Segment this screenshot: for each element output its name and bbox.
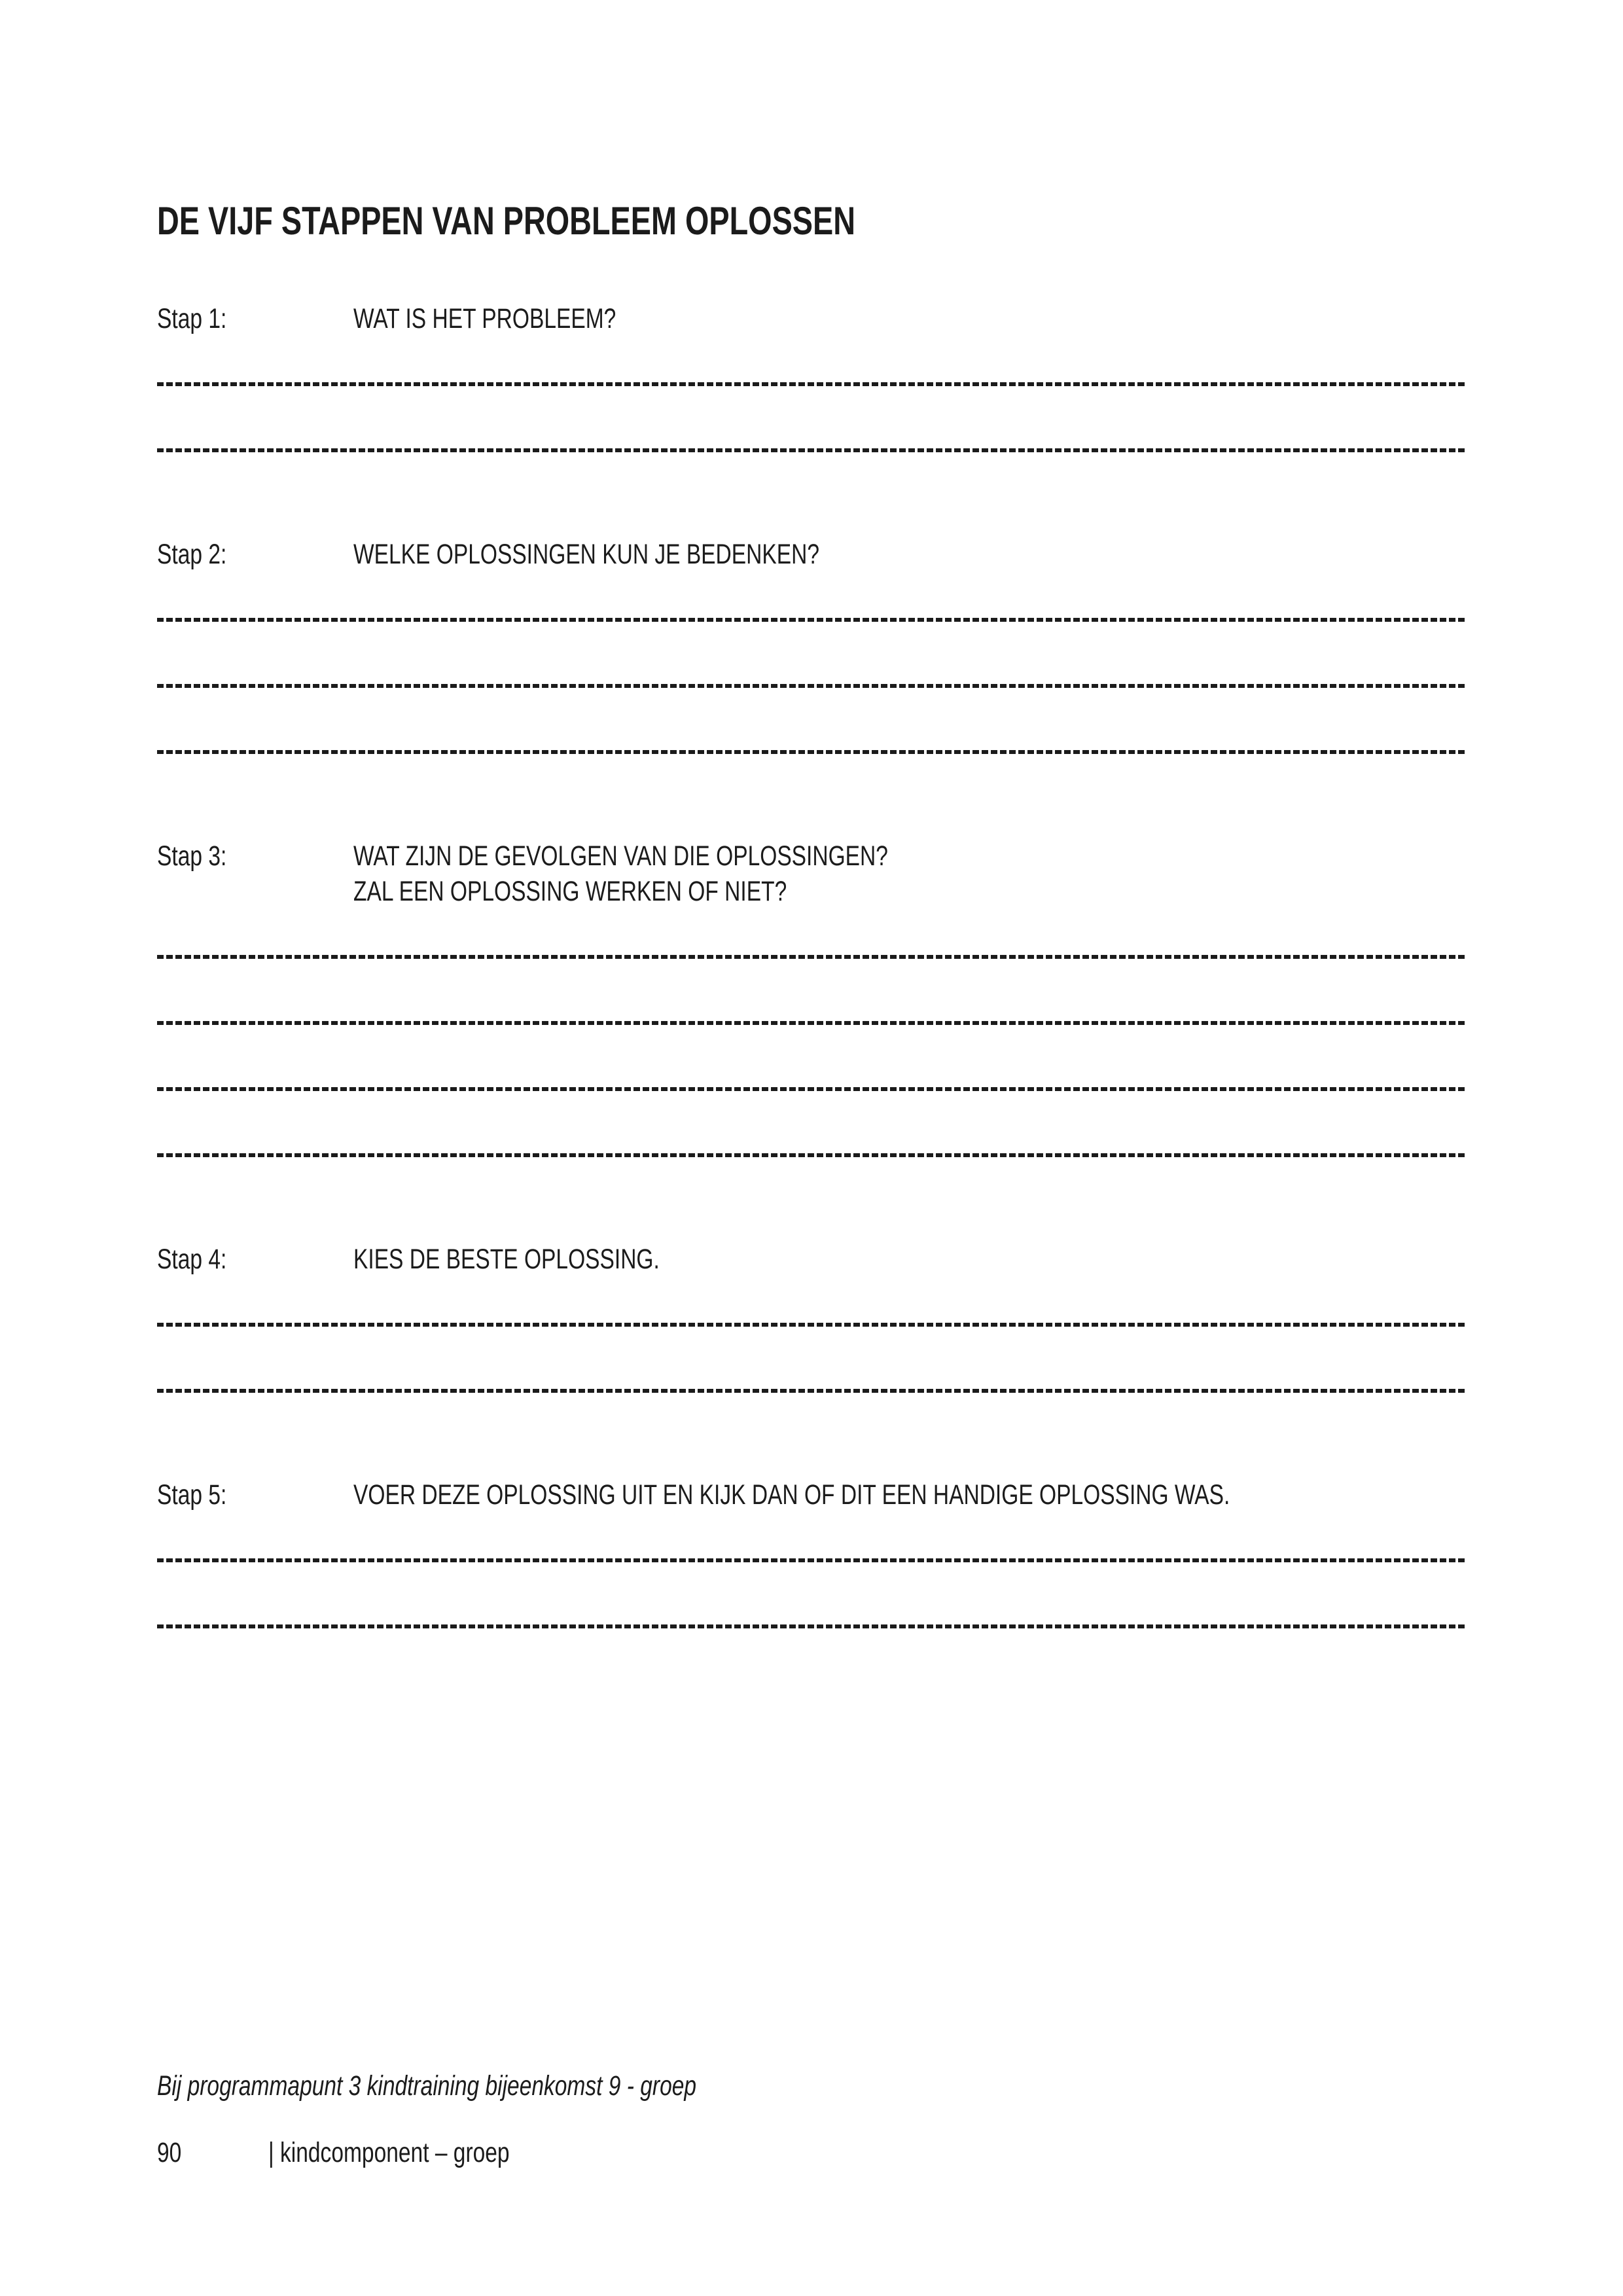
- dashed-writing-line: [157, 618, 1466, 622]
- answer-dash-row: [157, 1527, 1466, 1593]
- answer-dash-row: [157, 653, 1466, 719]
- answer-dash-row: [157, 1357, 1466, 1424]
- dashed-writing-line: [157, 1021, 1466, 1025]
- step-4-question-text: KIES DE BESTE OPLOSSING.: [353, 1244, 660, 1275]
- step-1-question: [353, 301, 690, 336]
- step-3-question: [353, 838, 1039, 909]
- step-1-label: [157, 301, 353, 336]
- step-2-answer-lines: [157, 586, 1466, 785]
- step-2-label: [157, 537, 353, 572]
- step-1-label-text: Stap 1:: [157, 303, 227, 334]
- step-3-header: [157, 838, 1466, 909]
- step-3-question-text-line2: ZAL EEN OPLOSSING WERKEN OF NIET?: [353, 876, 787, 907]
- step-1: [157, 301, 1466, 483]
- step-1-answer-lines: [157, 351, 1466, 483]
- answer-dash-row: [157, 719, 1466, 785]
- page-number-text: 90: [157, 2137, 182, 2168]
- page-footer: [157, 2135, 578, 2170]
- document-title: [157, 200, 1466, 242]
- step-4: [157, 1242, 1466, 1424]
- dashed-writing-line: [157, 1389, 1466, 1393]
- step-2: [157, 537, 1466, 785]
- dashed-writing-line: [157, 1323, 1466, 1327]
- step-5-label-text: Stap 5:: [157, 1479, 227, 1511]
- footer-note-text: Bij programmapunt 3 kindtraining bijeenkomst 9 - groep: [157, 2070, 697, 2102]
- answer-dash-row: [157, 924, 1466, 990]
- dashed-writing-line: [157, 955, 1466, 959]
- step-5-question: [353, 1477, 1477, 1513]
- page-number: [157, 2135, 268, 2170]
- answer-dash-row: [157, 1056, 1466, 1122]
- answer-dash-row: [157, 1291, 1466, 1357]
- page-content: [157, 200, 1466, 1659]
- answer-dash-row: [157, 351, 1466, 417]
- answer-dash-row: [157, 417, 1466, 483]
- dashed-writing-line: [157, 684, 1466, 688]
- step-5-label: [157, 1477, 353, 1513]
- step-5-question-text: VOER DEZE OPLOSSING UIT EN KIJK DAN OF DIT EEN HANDIGE OPLOSSING WAS.: [353, 1479, 1230, 1511]
- answer-dash-row: [157, 586, 1466, 653]
- step-5-answer-lines: [157, 1527, 1466, 1659]
- step-3: [157, 838, 1466, 1188]
- dashed-writing-line: [157, 448, 1466, 452]
- footer-note: [157, 2068, 848, 2104]
- step-2-label-text: Stap 2:: [157, 539, 227, 570]
- step-1-question-text: WAT IS HET PROBLEEM?: [353, 303, 616, 334]
- answer-dash-row: [157, 1122, 1466, 1188]
- answer-dash-row: [157, 1593, 1466, 1659]
- step-3-question-text: WAT ZIJN DE GEVOLGEN VAN DIE OPLOSSINGEN?: [353, 840, 888, 872]
- step-4-label: [157, 1242, 353, 1277]
- step-2-question: [353, 537, 951, 572]
- step-4-answer-lines: [157, 1291, 1466, 1424]
- dashed-writing-line: [157, 1087, 1466, 1091]
- dashed-writing-line: [157, 382, 1466, 386]
- dashed-writing-line: [157, 750, 1466, 754]
- dashed-writing-line: [157, 1624, 1466, 1628]
- step-3-answer-lines: [157, 924, 1466, 1188]
- step-3-label-text: Stap 3:: [157, 840, 227, 872]
- step-5-header: [157, 1477, 1466, 1513]
- answer-dash-row: [157, 990, 1466, 1056]
- step-4-label-text: Stap 4:: [157, 1244, 227, 1275]
- dashed-writing-line: [157, 1558, 1466, 1562]
- document-title-text: DE VIJF STAPPEN VAN PROBLEEM OPLOSSEN: [157, 199, 856, 243]
- dashed-writing-line: [157, 1153, 1466, 1157]
- footer-section-label: [268, 2135, 578, 2170]
- step-4-question: [353, 1242, 746, 1277]
- step-2-question-text: WELKE OPLOSSINGEN KUN JE BEDENKEN?: [353, 539, 819, 570]
- step-4-header: [157, 1242, 1466, 1277]
- step-2-header: [157, 537, 1466, 572]
- step-5: [157, 1477, 1466, 1659]
- footer-section-label-text: | kindcomponent – groep: [268, 2137, 510, 2168]
- step-1-header: [157, 301, 1466, 336]
- step-3-label: [157, 838, 353, 874]
